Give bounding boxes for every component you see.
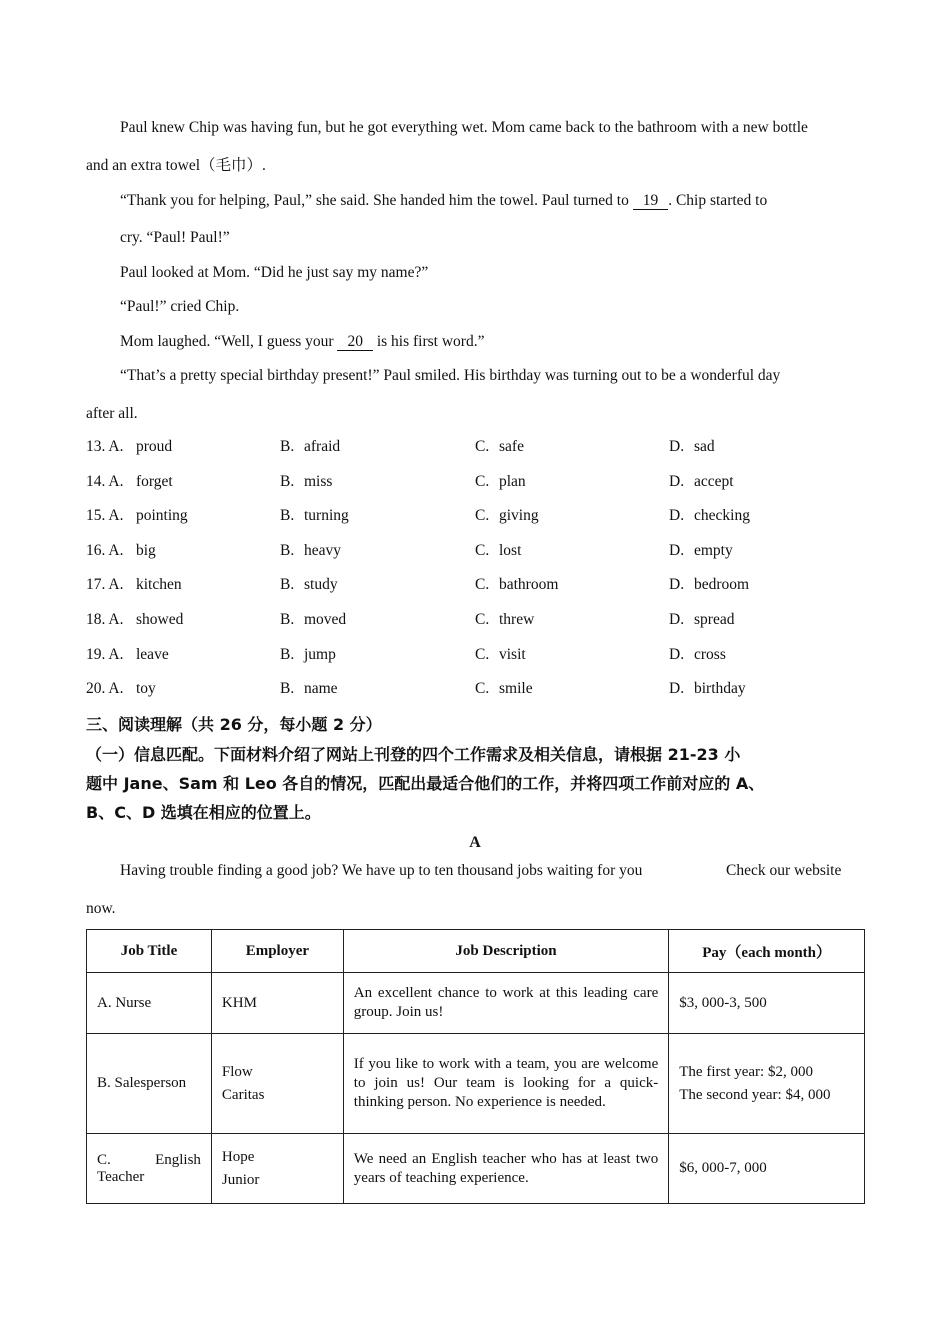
option-d: cross (694, 645, 726, 663)
option-letter-c: C. (475, 472, 490, 490)
option-letter-d: D. (669, 680, 685, 698)
option-a: kitchen (136, 576, 182, 594)
section-heading: 三、阅读理解（共 26 分，每小题 2 分） (86, 715, 382, 734)
cell-job-title: B. Salesperson (87, 1034, 212, 1134)
intro-line: now. (86, 900, 116, 917)
option-letter-d: D. (669, 438, 685, 455)
option-letter-c: C. (475, 576, 490, 594)
table-header-row (87, 930, 865, 973)
job-title-line: Teacher (97, 1168, 145, 1185)
option-a: proud (136, 438, 173, 455)
job-title-part: C. (97, 1151, 111, 1168)
option-number: 13. A. (86, 438, 124, 455)
option-number: 14. A. (86, 472, 124, 490)
blank-20 (337, 333, 373, 351)
option-row (86, 438, 866, 458)
option-d: bedroom (694, 576, 750, 594)
employer-line: Junior (221, 1171, 260, 1188)
passage-line: Paul knew Chip was having fun, but he got everything wet. Mom came back to the bathroom with a new bottle (120, 119, 808, 136)
option-number: 15. A. (86, 507, 124, 525)
cell-employer (211, 1134, 343, 1204)
option-letter-c: C. (475, 680, 490, 698)
passage-line: cry. “Paul! Paul!” (120, 229, 230, 246)
instruction-line: 题中 Jane、Sam 和 Leo 各自的情况，匹配出最适合他们的工作，并将四项工作前对应的 A、 (86, 774, 765, 793)
header-job-title: Job Title (87, 930, 212, 973)
cell-description: An excellent chance to work at this leading care group. Join us! (343, 973, 668, 1034)
table-row (87, 973, 865, 1034)
passage-text: . Chip started to (668, 192, 768, 209)
job-title-part: English (155, 1151, 201, 1168)
option-row (86, 576, 866, 596)
part-label: A (469, 834, 481, 851)
option-row (86, 507, 866, 527)
option-row (86, 680, 866, 700)
passage-text: “Thank you for helping, Paul,” she said. She handed him the towel. Paul turned to (120, 192, 629, 209)
pay-line: The first year: $2, 000 (679, 1063, 813, 1080)
option-number: 17. A. (86, 576, 124, 594)
blank-number: 20 (347, 333, 363, 350)
passage-line (120, 332, 484, 352)
cell-employer: KHM (211, 973, 343, 1034)
option-b: miss (304, 472, 333, 490)
option-b: heavy (304, 541, 342, 559)
cell-pay: $6, 000-7, 000 (669, 1134, 865, 1204)
option-d: checking (694, 507, 750, 525)
option-letter-b: B. (280, 611, 295, 628)
employer-line: Hope (221, 1148, 255, 1165)
option-b: afraid (304, 438, 341, 455)
option-number: 18. A. (86, 611, 124, 628)
option-c: safe (499, 438, 524, 455)
passage-line: after all. (86, 405, 138, 422)
option-letter-b: B. (280, 576, 295, 594)
option-letter-b: B. (280, 438, 295, 455)
option-letter-b: B. (280, 507, 295, 525)
option-d: sad (694, 438, 715, 455)
intro-line: Having trouble finding a good job? We have up to ten thousand jobs waiting for you (120, 862, 643, 879)
cell-description: If you like to work with a team, you are welcome to join us! Our team is looking for a quick-thinking person. No experience is needed. (343, 1034, 668, 1134)
option-d: empty (694, 541, 733, 559)
option-b: name (304, 680, 338, 698)
passage-line: “Paul!” cried Chip. (120, 298, 240, 315)
header-pay: Pay（each month） (669, 930, 865, 973)
intro-line: Check our website (726, 862, 842, 879)
option-letter-c: C. (475, 611, 490, 628)
option-a: toy (136, 680, 156, 698)
job-title-line (97, 1152, 201, 1169)
option-a: forget (136, 472, 173, 490)
option-letter-c: C. (475, 645, 490, 663)
passage-line (120, 191, 767, 211)
option-number: 16. A. (86, 541, 124, 559)
option-b: moved (304, 611, 347, 628)
passage-line: Paul looked at Mom. “Did he just say my name?” (120, 264, 429, 281)
jobs-table (86, 929, 865, 1204)
option-letter-b: B. (280, 472, 295, 490)
option-b: turning (304, 507, 349, 525)
option-c: lost (499, 541, 522, 559)
cell-job-title: A. Nurse (87, 973, 212, 1034)
option-c: giving (499, 507, 539, 525)
passage-text: Mom laughed. “Well, I guess your (120, 333, 334, 350)
option-letter-d: D. (669, 645, 685, 663)
instruction-line: （一）信息匹配。下面材料介绍了网站上刊登的四个工作需求及相关信息，请根据 21-23 小 (86, 745, 741, 764)
employer-line: Caritas (221, 1086, 265, 1103)
option-letter-c: C. (475, 541, 490, 559)
passage-line: “That’s a pretty special birthday present!” Paul smiled. His birthday was turning out to be a wonderful day (120, 367, 781, 384)
instruction-line: B、C、D 选填在相应的位置上。 (86, 803, 321, 822)
option-letter-c: C. (475, 438, 490, 455)
option-c: threw (499, 611, 535, 628)
option-a: leave (136, 645, 169, 663)
option-c: smile (499, 680, 533, 698)
option-letter-b: B. (280, 645, 295, 663)
option-letter-b: B. (280, 680, 295, 698)
option-c: visit (499, 645, 526, 663)
option-letter-c: C. (475, 507, 490, 525)
employer-line: Flow (221, 1063, 253, 1080)
passage-line: and an extra towel（毛巾）. (86, 157, 266, 174)
option-number: 20. A. (86, 680, 124, 698)
option-b: jump (304, 645, 336, 663)
option-c: bathroom (499, 576, 559, 594)
option-letter-d: D. (669, 507, 685, 525)
header-job-description: Job Description (343, 930, 668, 973)
option-row (86, 646, 866, 666)
option-letter-d: D. (669, 472, 685, 490)
option-number: 19. A. (86, 645, 124, 663)
option-b: study (304, 576, 338, 594)
option-row (86, 542, 866, 562)
cell-description: We need an English teacher who has at least two years of teaching experience. (343, 1134, 668, 1204)
option-row (86, 473, 866, 493)
option-row (86, 611, 866, 631)
option-d: birthday (694, 680, 746, 698)
option-d: spread (694, 611, 735, 628)
option-a: pointing (136, 507, 188, 525)
cell-job-title (87, 1134, 212, 1204)
blank-number: 19 (642, 192, 659, 209)
cell-pay (669, 1034, 865, 1134)
cell-pay: $3, 000-3, 500 (669, 973, 865, 1034)
blank-19 (633, 192, 669, 210)
option-c: plan (499, 472, 526, 490)
option-a: big (136, 541, 156, 559)
passage-text: is his first word.” (376, 333, 485, 350)
option-letter-b: B. (280, 541, 295, 559)
option-letter-d: D. (669, 576, 685, 594)
table-row (87, 1134, 865, 1204)
option-letter-d: D. (669, 541, 685, 559)
option-letter-d: D. (669, 611, 685, 628)
header-employer: Employer (211, 930, 343, 973)
table-row (87, 1034, 865, 1134)
option-d: accept (694, 472, 734, 490)
option-a: showed (136, 611, 184, 628)
cell-employer (211, 1034, 343, 1134)
pay-line: The second year: $4, 000 (679, 1086, 831, 1103)
